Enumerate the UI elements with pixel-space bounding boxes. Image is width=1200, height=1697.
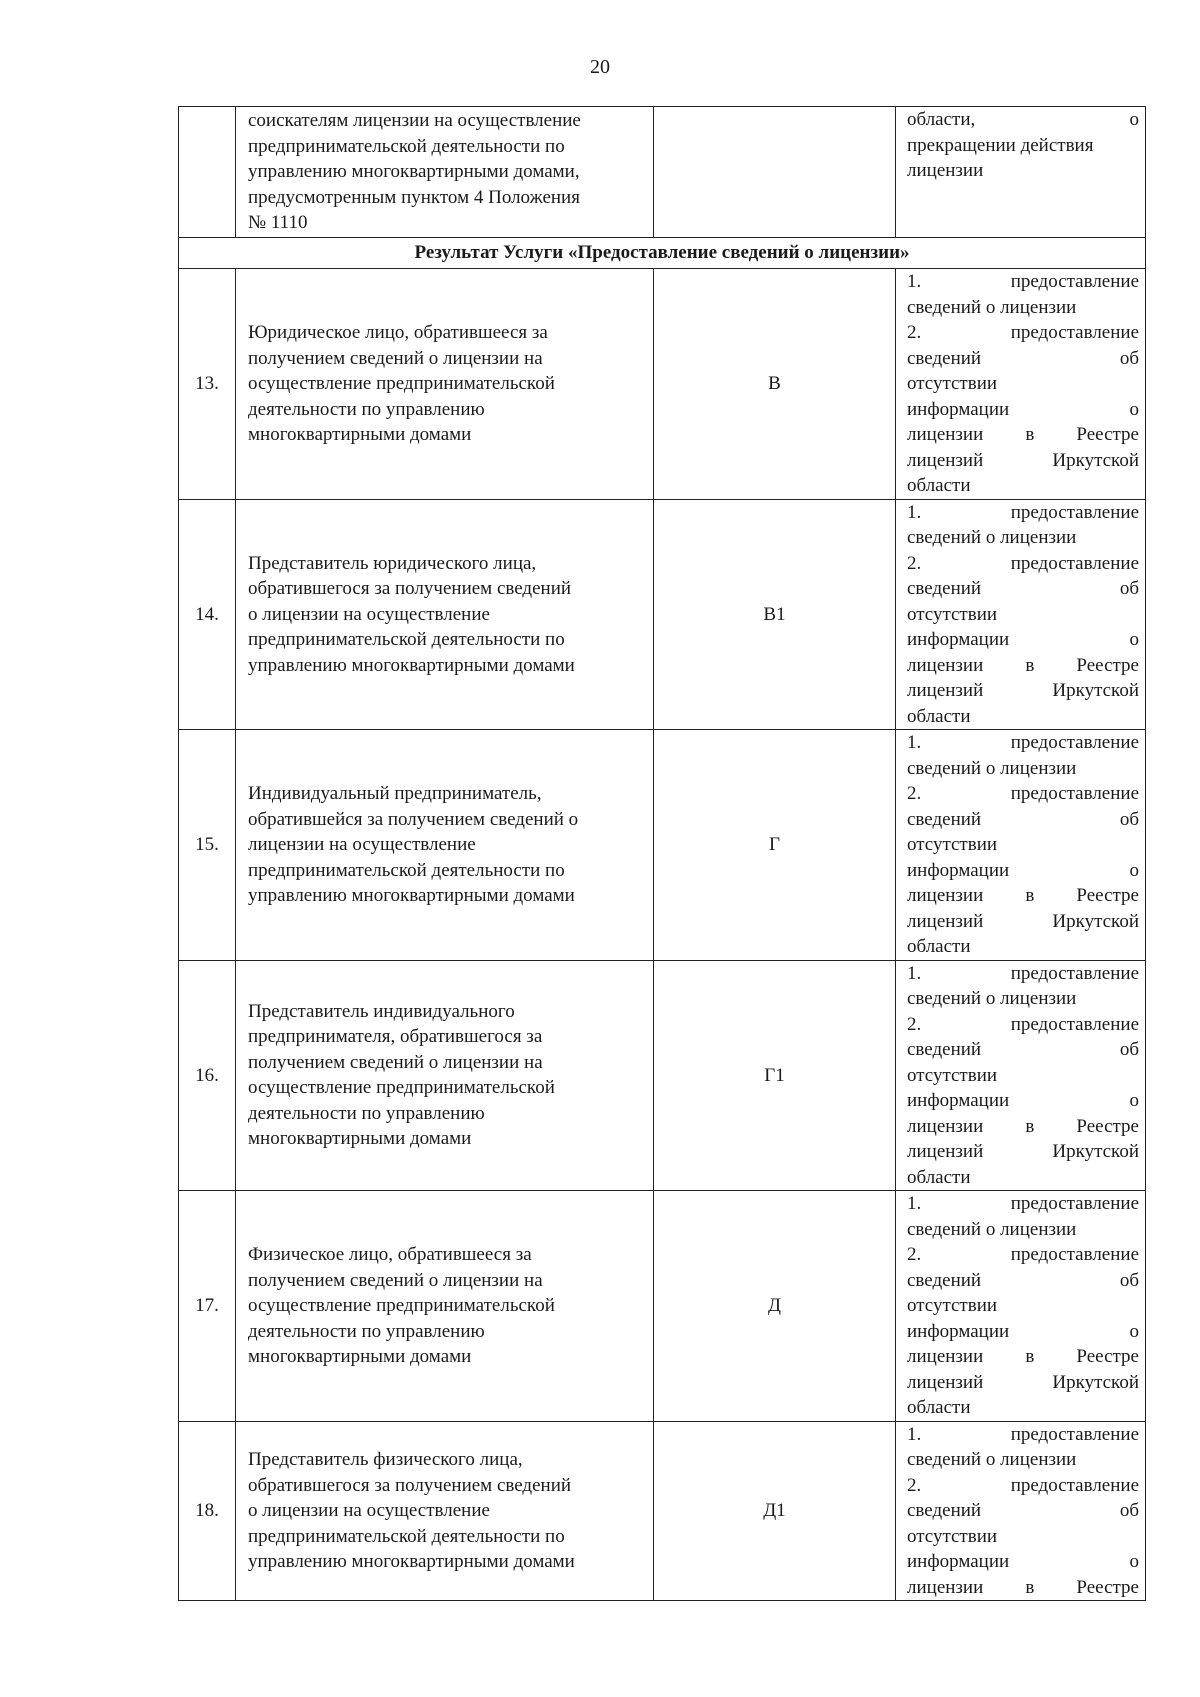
text-line: лицензии в Реестре bbox=[907, 1115, 1139, 1137]
services-table bbox=[178, 106, 1146, 1601]
text-line: многоквартирными домами bbox=[248, 424, 472, 445]
text-line: отсутствии bbox=[907, 834, 998, 855]
text-line: обратившегося за получением сведений bbox=[248, 578, 572, 599]
page-number: 20 bbox=[590, 56, 610, 78]
text-line: информации о bbox=[907, 1320, 1139, 1342]
text-line: деятельности по управлению bbox=[248, 1102, 485, 1124]
applicant-description bbox=[236, 269, 654, 500]
text-line: осуществление предпринимательской bbox=[248, 1295, 555, 1316]
text-line: Представитель физического лица, bbox=[248, 1449, 523, 1470]
result-description bbox=[896, 730, 1146, 961]
text-line: сведений о лицензии bbox=[907, 988, 1077, 1009]
text-line: отсутствии bbox=[907, 1064, 998, 1086]
table-row bbox=[179, 269, 1146, 500]
text-line: отсутствии bbox=[907, 603, 998, 625]
applicant-description bbox=[236, 499, 654, 730]
text-line: 1. предоставление bbox=[907, 732, 1139, 753]
text-line: информации о bbox=[907, 398, 1139, 420]
text-line: лицензии в Реестре bbox=[907, 424, 1139, 445]
text-line: лицензии bbox=[907, 160, 984, 181]
text-line: 1. предоставление bbox=[907, 271, 1139, 292]
text-line: осуществление предпринимательской bbox=[248, 373, 555, 394]
text-line: 2. предоставление bbox=[907, 322, 1139, 343]
text-line: управлению многоквартирными домами bbox=[248, 654, 575, 676]
applicant-description bbox=[236, 960, 654, 1191]
table-row bbox=[179, 1191, 1146, 1422]
text-line: предусмотренным пунктом 4 Положения bbox=[248, 186, 580, 208]
text-line: осуществление предпринимательской bbox=[248, 1077, 555, 1099]
text-line: 2. предоставление bbox=[907, 1474, 1139, 1496]
text-line: о лицензии на осуществление bbox=[248, 603, 490, 625]
result-cell bbox=[896, 107, 1146, 238]
text-line: сведений о лицензии bbox=[907, 296, 1077, 318]
text-line: лицензии в Реестре bbox=[907, 885, 1139, 906]
text-line: области bbox=[907, 475, 971, 496]
result-description bbox=[896, 269, 1146, 500]
applicant-code: Г bbox=[654, 730, 896, 961]
applicant-description bbox=[236, 730, 654, 961]
text-line: 2. предоставление bbox=[907, 783, 1139, 804]
row-number: 13. bbox=[179, 269, 236, 500]
result-description bbox=[896, 960, 1146, 1191]
text-line: 1. предоставление bbox=[907, 1193, 1139, 1214]
text-line: многоквартирными домами bbox=[248, 1128, 472, 1150]
text-line: 2. предоставление bbox=[907, 1013, 1139, 1035]
section-header-row bbox=[179, 238, 1146, 269]
result-description bbox=[896, 1421, 1146, 1601]
text-line: лицензии на осуществление bbox=[248, 834, 476, 855]
text-line: предпринимательской деятельности по bbox=[248, 629, 565, 650]
text-line: Юридическое лицо, обратившееся за bbox=[248, 322, 548, 343]
text-line: Физическое лицо, обратившееся за bbox=[248, 1244, 532, 1265]
result-description bbox=[896, 1191, 1146, 1422]
text-line: 1. предоставление bbox=[907, 501, 1139, 523]
applicant-description bbox=[236, 1191, 654, 1422]
text-line: Представитель юридического лица, bbox=[248, 552, 537, 574]
table-row bbox=[179, 730, 1146, 961]
applicant-code: Г1 bbox=[654, 960, 896, 1191]
text-line: 1. предоставление bbox=[907, 1423, 1139, 1445]
text-line: предпринимателя, обратившегося за bbox=[248, 1026, 543, 1048]
row-number: 16. bbox=[179, 960, 236, 1191]
text-line: области, о bbox=[907, 109, 1139, 130]
text-line: сведений об bbox=[907, 1269, 1139, 1291]
table-row bbox=[179, 1421, 1146, 1601]
text-line: лицензий Иркутской bbox=[907, 680, 1139, 701]
text-line: получением сведений о лицензии на bbox=[248, 347, 543, 369]
text-line: лицензии в Реестре bbox=[907, 1346, 1139, 1367]
text-line: 2. предоставление bbox=[907, 1244, 1139, 1265]
applicant-code-cell bbox=[654, 107, 896, 238]
text-line: Индивидуальный предприниматель, bbox=[248, 783, 542, 804]
text-line: Представитель индивидуального bbox=[248, 1000, 515, 1022]
text-line: области bbox=[907, 705, 971, 727]
text-line: лицензий Иркутской bbox=[907, 1371, 1139, 1393]
applicant-code: Д1 bbox=[654, 1421, 896, 1601]
text-line: лицензий Иркутской bbox=[907, 910, 1139, 932]
text-line: сведений о лицензии bbox=[907, 757, 1077, 779]
text-line: предпринимательской деятельности по bbox=[248, 1525, 565, 1547]
text-line: отсутствии bbox=[907, 373, 998, 394]
text-line: о лицензии на осуществление bbox=[248, 1500, 490, 1521]
text-line: лицензии в Реестре bbox=[907, 654, 1139, 676]
row-number: 18. bbox=[179, 1421, 236, 1601]
text-line: сведений о лицензии bbox=[907, 1218, 1077, 1240]
text-line: соискателям лицензии на осуществление bbox=[248, 110, 581, 132]
text-line: № 1110 bbox=[248, 212, 308, 234]
text-line: управлению многоквартирными домами bbox=[248, 1551, 575, 1572]
text-line: обратившегося за получением сведений bbox=[248, 1474, 572, 1496]
text-line: предпринимательской деятельности по bbox=[248, 135, 565, 157]
text-line: сведений об bbox=[907, 808, 1139, 830]
text-line: 2. предоставление bbox=[907, 552, 1139, 574]
text-line: получением сведений о лицензии на bbox=[248, 1051, 543, 1073]
text-line: предпринимательской деятельности по bbox=[248, 859, 565, 881]
text-line: лицензий Иркутской bbox=[907, 449, 1139, 471]
text-line: отсутствии bbox=[907, 1525, 998, 1547]
applicant-code: Д bbox=[654, 1191, 896, 1422]
text-line: 1. предоставление bbox=[907, 962, 1139, 984]
text-line: получением сведений о лицензии на bbox=[248, 1269, 543, 1291]
text-line: сведений об bbox=[907, 578, 1139, 599]
continuation-row bbox=[179, 107, 1146, 238]
text-line: управлению многоквартирными домами, bbox=[248, 161, 580, 183]
text-line: лицензий Иркутской bbox=[907, 1141, 1139, 1162]
text-line: сведений об bbox=[907, 1500, 1139, 1521]
text-line: прекращении действия bbox=[907, 134, 1094, 156]
applicant-description-cell bbox=[236, 107, 654, 238]
text-line: отсутствии bbox=[907, 1295, 998, 1316]
text-line: информации о bbox=[907, 859, 1139, 881]
section-title: Результат Услуги «Предоставление сведений о лицензии» bbox=[179, 238, 1146, 269]
text-line: информации о bbox=[907, 1551, 1139, 1572]
applicant-code: В1 bbox=[654, 499, 896, 730]
row-number: 14. bbox=[179, 499, 236, 730]
text-line: деятельности по управлению bbox=[248, 398, 485, 420]
text-line: области bbox=[907, 1397, 971, 1418]
table-row bbox=[179, 499, 1146, 730]
row-number: 15. bbox=[179, 730, 236, 961]
row-number: 17. bbox=[179, 1191, 236, 1422]
table-row bbox=[179, 960, 1146, 1191]
row-number-cell bbox=[179, 107, 236, 238]
text-line: сведений об bbox=[907, 347, 1139, 369]
text-line: управлению многоквартирными домами bbox=[248, 885, 575, 906]
applicant-description bbox=[236, 1421, 654, 1601]
text-line: области bbox=[907, 1166, 971, 1188]
text-line: сведений об bbox=[907, 1039, 1139, 1060]
text-line: деятельности по управлению bbox=[248, 1320, 485, 1342]
result-description bbox=[896, 499, 1146, 730]
text-line: обратившейся за получением сведений о bbox=[248, 808, 579, 830]
applicant-code: В bbox=[654, 269, 896, 500]
text-line: сведений о лицензии bbox=[907, 1449, 1077, 1470]
text-line: информации о bbox=[907, 1090, 1139, 1111]
text-line: сведений о лицензии bbox=[907, 527, 1077, 548]
text-line: лицензии в Реестре bbox=[907, 1576, 1139, 1598]
text-line: информации о bbox=[907, 629, 1139, 650]
text-line: многоквартирными домами bbox=[248, 1346, 472, 1367]
text-line: области bbox=[907, 936, 971, 957]
